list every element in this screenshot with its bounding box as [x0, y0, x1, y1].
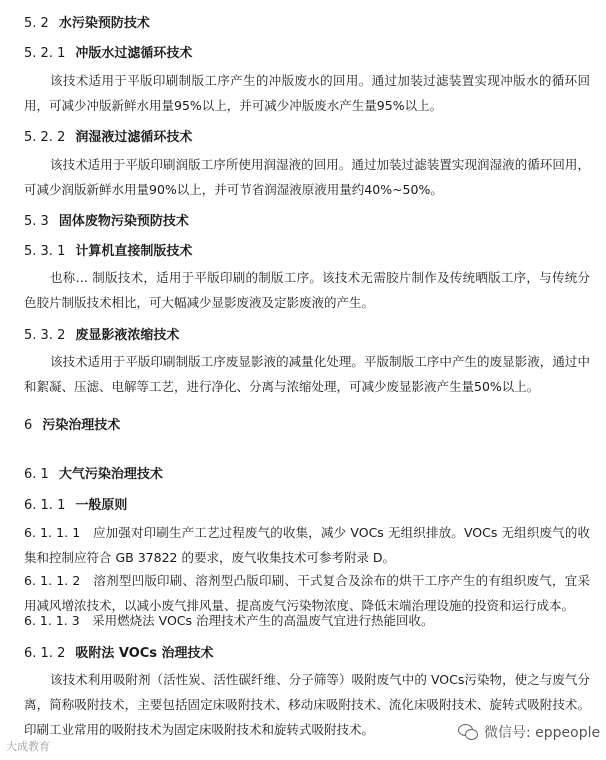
wechat-icon — [458, 724, 478, 740]
paragraph-6-1-1-1: 6. 1. 1. 1 应加强对印刷生产工艺过程废气的收集，减少 VOCs 无组织排放。VOCs 无组织废气的收集和控制应符合 GB 37822 的要求，废气收集技术可参考附录 D。 — [24, 525, 590, 565]
heading-6: 6 污染治理技术 — [24, 418, 121, 433]
paragraph-5-2-1: 该技术适用于平版印刷制版工序产生的冲版废水的回用。通过加装过滤装置实现冲版水的循环回用，可减少冲版新鲜水用量95%以上，并可减少冲版废水产生量95%以上。 — [24, 73, 590, 113]
heading-5-3-2: 5. 3. 2 废显影液浓缩技术 — [24, 328, 180, 343]
heading-5-3: 5. 3 固体废物污染预防技术 — [24, 214, 189, 229]
paragraph-5-3-2: 该技术适用于平版印刷制版工序废显影液的减量化处理。平版制版工序中产生的废显影液，通过中和絮凝、压滤、电解等工艺，进行净化、分离与浓缩处理，可减少废显影液产生量50%以上。 — [24, 354, 590, 394]
heading-5-2: 5. 2 水污染预防技术 — [24, 16, 150, 31]
heading-6-1-1: 6. 1. 1 一般原则 — [24, 498, 128, 513]
watermark-right — [458, 722, 600, 742]
paragraph-6-1-1-3: 6. 1. 1. 3 采用燃烧法 VOCs 治理技术产生的高温废气宜进行热能回收。 — [24, 613, 434, 628]
heading-5-3-1: 5. 3. 1 计算机直接制版技术 — [24, 244, 193, 259]
heading-5-2-2: 5. 2. 2 润湿液过滤循环技术 — [24, 130, 193, 145]
watermark-left: 大成教育 — [6, 740, 50, 753]
watermark-right-text: 微信号: eppeople — [484, 725, 601, 741]
heading-6-1-2: 6. 1. 2 吸附法 VOCs 治理技术 — [24, 646, 214, 661]
heading-5-2-1: 5. 2. 1 冲版水过滤循环技术 — [24, 46, 193, 61]
paragraph-5-2-2: 该技术适用于平版印刷润版工序所使用润湿液的回用。通过加装过滤装置实现润湿液的循环回用，可减少润版新鲜水用量90%以上，并可节省润湿液原液用量约40%~50%。 — [24, 157, 590, 197]
paragraph-6-1-2: 该技术利用吸附剂（活性炭、活性碳纤维、分子筛等）吸附废气中的 VOCs污染物，使之与废气分离，简称吸附技术，主要包括固定床吸附技术、移动床吸附技术、流化床吸附技术、旋转式吸附技术。印刷工业常用的吸附技术为固定床吸附技术和旋转式吸附技术。 — [24, 672, 590, 737]
paragraph-6-1-1-2: 6. 1. 1. 2 溶剂型凹版印刷、溶剂型凸版印刷、干式复合及涂布的烘干工序产生的有组织废气，宜采用减风增浓技术，以减小废气排风量、提高废气污染物浓度、降低末端治理设施的投资和运行成本。 — [24, 573, 590, 613]
paragraph-5-3-1: 也称… 制版技术，适用于平版印刷的制版工序。该技术无需胶片制作及传统晒版工序，与传统分色胶片制版技术相比，可大幅减少显影废液及定影废液的产生。 — [24, 270, 590, 310]
heading-6-1: 6. 1 大气污染治理技术 — [24, 467, 163, 482]
